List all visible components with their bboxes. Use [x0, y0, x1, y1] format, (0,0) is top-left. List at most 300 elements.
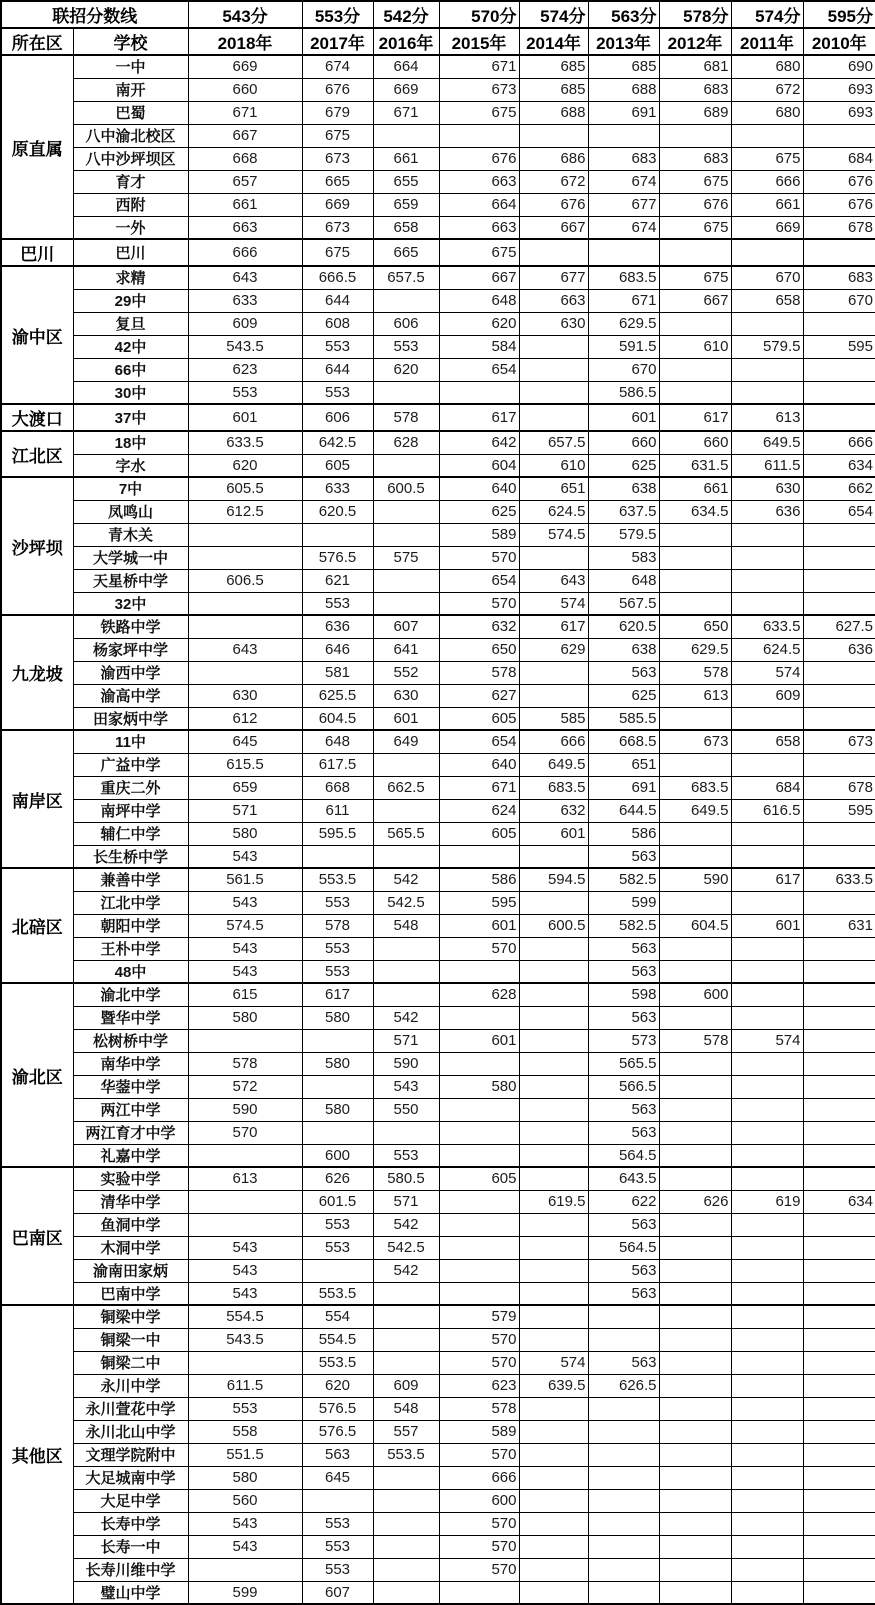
- score-cell: [731, 1052, 803, 1075]
- score-cell: 668.5: [588, 730, 659, 753]
- score-cell: [803, 1305, 875, 1328]
- score-cell: [659, 546, 731, 569]
- score-cell: [519, 1466, 588, 1489]
- region-cell: 巴南区: [1, 1167, 73, 1305]
- score-cell: 678: [803, 216, 875, 239]
- score-cell: 578: [659, 1029, 731, 1052]
- school-cell: 广益中学: [73, 753, 188, 776]
- score-cell: 669: [188, 55, 302, 78]
- score-cell: [659, 1282, 731, 1305]
- score-cell: [659, 592, 731, 615]
- score-cell: 612.5: [188, 500, 302, 523]
- score-cell: 672: [731, 78, 803, 101]
- region-cell: 九龙坡: [1, 615, 73, 730]
- score-cell: 582.5: [588, 914, 659, 937]
- score-cell: 570: [439, 1443, 519, 1466]
- score-cell: [373, 799, 439, 822]
- score-cell: 654: [439, 358, 519, 381]
- score-cell: 553: [302, 381, 373, 404]
- score-cell: [659, 1328, 731, 1351]
- score-cell: [731, 1351, 803, 1374]
- score-cell: 576.5: [302, 546, 373, 569]
- score-cell: [731, 1282, 803, 1305]
- score-cell: 599: [188, 1581, 302, 1604]
- region-cell: 渝中区: [1, 266, 73, 404]
- score-cell: 560: [188, 1489, 302, 1512]
- score-cell: 576.5: [302, 1397, 373, 1420]
- score-cell: 595.5: [302, 822, 373, 845]
- school-cell: 铜梁二中: [73, 1351, 188, 1374]
- table-row: [1, 1328, 875, 1351]
- score-cell: 586: [439, 868, 519, 891]
- school-cell: 巴川: [73, 239, 188, 266]
- score-cell: [659, 1374, 731, 1397]
- score-cell: [519, 1144, 588, 1167]
- score-cell: [803, 1259, 875, 1282]
- score-cell: 609: [188, 312, 302, 335]
- score-cell: 619.5: [519, 1190, 588, 1213]
- score-cell: 590: [373, 1052, 439, 1075]
- table-row: [1, 661, 875, 684]
- score-cell: [519, 358, 588, 381]
- score-cell: [188, 1029, 302, 1052]
- score-cell: [659, 1581, 731, 1604]
- score-cell: [731, 546, 803, 569]
- score-cell: 683: [659, 147, 731, 170]
- table-row: [1, 266, 875, 289]
- school-cell: 凤鸣山: [73, 500, 188, 523]
- score-cell: 683: [588, 147, 659, 170]
- region-cell: 渝北区: [1, 983, 73, 1167]
- table-row: [1, 1213, 875, 1236]
- score-cell: [659, 845, 731, 868]
- score-cell: [519, 1098, 588, 1121]
- score-cell: 578: [439, 661, 519, 684]
- table-row: [1, 569, 875, 592]
- score-cell: 606: [302, 404, 373, 431]
- score-cell: 595: [803, 335, 875, 358]
- score-cell: 617: [519, 615, 588, 638]
- score-cell: [439, 381, 519, 404]
- score-cell: 673: [803, 730, 875, 753]
- score-cell: 564.5: [588, 1144, 659, 1167]
- score-cell: [588, 1489, 659, 1512]
- score-cell: 572: [188, 1075, 302, 1098]
- table-row: [1, 891, 875, 914]
- school-cell: 巴蜀: [73, 101, 188, 124]
- score-cell: 638: [588, 638, 659, 661]
- score-line-header: 578分: [659, 1, 731, 28]
- score-cell: [731, 1075, 803, 1098]
- score-cell: 553: [302, 592, 373, 615]
- table-row: [1, 454, 875, 477]
- score-cell: [519, 1282, 588, 1305]
- school-cell: 字水: [73, 454, 188, 477]
- score-cell: [731, 1259, 803, 1282]
- score-cell: [803, 592, 875, 615]
- score-cell: [588, 1466, 659, 1489]
- score-cell: 644.5: [588, 799, 659, 822]
- table-row: [1, 147, 875, 170]
- school-cell: 18中: [73, 431, 188, 454]
- score-cell: 601: [588, 404, 659, 431]
- score-cell: [373, 569, 439, 592]
- table-row: [1, 707, 875, 730]
- school-cell: 重庆二外: [73, 776, 188, 799]
- score-cell: 625: [588, 684, 659, 707]
- score-cell: [519, 1443, 588, 1466]
- score-cell: 605: [439, 707, 519, 730]
- score-cell: 620: [439, 312, 519, 335]
- score-cell: 570: [439, 937, 519, 960]
- score-cell: [731, 358, 803, 381]
- school-column-header: 学校: [73, 28, 188, 55]
- score-cell: 667: [519, 216, 588, 239]
- table-row: [1, 216, 875, 239]
- score-cell: 630: [519, 312, 588, 335]
- score-cell: [659, 124, 731, 147]
- score-cell: [659, 1213, 731, 1236]
- school-cell: 南华中学: [73, 1052, 188, 1075]
- score-cell: [803, 1121, 875, 1144]
- score-cell: 630: [373, 684, 439, 707]
- score-cell: 651: [519, 477, 588, 500]
- region-cell: 大渡口: [1, 404, 73, 431]
- score-cell: 676: [803, 170, 875, 193]
- score-cell: [659, 822, 731, 845]
- score-cell: [439, 1144, 519, 1167]
- score-cell: 616.5: [731, 799, 803, 822]
- score-cell: [803, 1213, 875, 1236]
- score-cell: 677: [588, 193, 659, 216]
- score-cell: [803, 1466, 875, 1489]
- table-row: [1, 101, 875, 124]
- score-cell: [659, 960, 731, 983]
- score-cell: 584: [439, 335, 519, 358]
- score-cell: 629.5: [588, 312, 659, 335]
- score-cell: [731, 1006, 803, 1029]
- table-row: [1, 431, 875, 454]
- score-cell: 624.5: [731, 638, 803, 661]
- score-cell: [373, 289, 439, 312]
- score-cell: 604: [439, 454, 519, 477]
- score-cell: [731, 312, 803, 335]
- score-cell: [588, 1581, 659, 1604]
- score-cell: [803, 1282, 875, 1305]
- score-cell: [659, 358, 731, 381]
- score-cell: [659, 1052, 731, 1075]
- score-cell: [803, 1374, 875, 1397]
- table-row: [1, 1535, 875, 1558]
- score-cell: [519, 1121, 588, 1144]
- score-cell: [659, 1558, 731, 1581]
- score-cell: [803, 845, 875, 868]
- score-cell: 617: [731, 868, 803, 891]
- score-cell: [731, 822, 803, 845]
- score-cell: 661: [188, 193, 302, 216]
- score-cell: [519, 1075, 588, 1098]
- score-cell: 675: [659, 216, 731, 239]
- score-cell: 553: [373, 1144, 439, 1167]
- score-cell: 654: [439, 730, 519, 753]
- score-cell: 601: [188, 404, 302, 431]
- score-cell: 651: [588, 753, 659, 776]
- score-cell: 563: [588, 1006, 659, 1029]
- table-row: [1, 1029, 875, 1052]
- score-cell: [659, 1443, 731, 1466]
- score-cell: [803, 523, 875, 546]
- score-cell: 675: [302, 124, 373, 147]
- score-cell: 674: [302, 55, 373, 78]
- score-cell: [519, 1558, 588, 1581]
- score-cell: 663: [439, 216, 519, 239]
- score-cell: 679: [302, 101, 373, 124]
- score-cell: 563: [588, 1259, 659, 1282]
- score-cell: [373, 753, 439, 776]
- score-cell: 600.5: [519, 914, 588, 937]
- score-cell: 659: [188, 776, 302, 799]
- score-cell: 663: [188, 216, 302, 239]
- school-cell: 清华中学: [73, 1190, 188, 1213]
- score-cell: [803, 1098, 875, 1121]
- score-cell: 640: [439, 753, 519, 776]
- score-cell: 660: [659, 431, 731, 454]
- score-cell: 648: [588, 569, 659, 592]
- score-cell: 548: [373, 1397, 439, 1420]
- table-row: [1, 239, 875, 266]
- score-cell: 680: [731, 101, 803, 124]
- score-cell: [519, 983, 588, 1006]
- score-cell: [731, 1512, 803, 1535]
- score-cell: 574: [731, 661, 803, 684]
- score-cell: 650: [659, 615, 731, 638]
- score-cell: [731, 1443, 803, 1466]
- score-cell: [659, 707, 731, 730]
- score-cell: 580: [302, 1052, 373, 1075]
- score-cell: 600: [439, 1489, 519, 1512]
- school-cell: 文理学院附中: [73, 1443, 188, 1466]
- score-cell: 579.5: [588, 523, 659, 546]
- score-cell: [731, 1397, 803, 1420]
- score-cell: [519, 1305, 588, 1328]
- score-cell: [588, 1558, 659, 1581]
- score-cell: 553.5: [302, 868, 373, 891]
- score-cell: [188, 661, 302, 684]
- score-cell: 570: [439, 592, 519, 615]
- school-cell: 华蓥中学: [73, 1075, 188, 1098]
- score-cell: 565.5: [373, 822, 439, 845]
- score-cell: [803, 381, 875, 404]
- score-cell: 580: [188, 1466, 302, 1489]
- score-cell: 643.5: [588, 1167, 659, 1190]
- score-cell: 553.5: [373, 1443, 439, 1466]
- score-cell: 649.5: [731, 431, 803, 454]
- score-cell: 671: [588, 289, 659, 312]
- score-cell: [519, 1167, 588, 1190]
- score-cell: [373, 454, 439, 477]
- score-cell: [519, 1236, 588, 1259]
- score-cell: 570: [439, 546, 519, 569]
- score-cell: [373, 124, 439, 147]
- score-cell: 613: [188, 1167, 302, 1190]
- score-cell: [659, 523, 731, 546]
- score-cell: 636: [731, 500, 803, 523]
- score-cell: 636: [302, 615, 373, 638]
- score-cell: 693: [803, 78, 875, 101]
- score-cell: 690: [803, 55, 875, 78]
- table-row: [1, 1466, 875, 1489]
- score-cell: [803, 1581, 875, 1604]
- year-header: 2014年: [519, 28, 588, 55]
- table-row: [1, 335, 875, 358]
- table-row: [1, 55, 875, 78]
- score-cell: [803, 1489, 875, 1512]
- score-cell: 632: [439, 615, 519, 638]
- score-cell: 580: [302, 1006, 373, 1029]
- region-cell: 巴川: [1, 239, 73, 266]
- score-cell: [803, 1351, 875, 1374]
- score-cell: [373, 1351, 439, 1374]
- score-line-header: 543分: [188, 1, 302, 28]
- table-body: [1, 55, 875, 1604]
- school-cell: 30中: [73, 381, 188, 404]
- score-cell: 680: [731, 55, 803, 78]
- score-cell: 554.5: [302, 1328, 373, 1351]
- score-cell: 604.5: [659, 914, 731, 937]
- score-cell: 620.5: [588, 615, 659, 638]
- score-cell: 600: [659, 983, 731, 1006]
- score-cell: 582.5: [588, 868, 659, 891]
- score-cell: [519, 1052, 588, 1075]
- score-cell: 583: [588, 546, 659, 569]
- score-cell: [519, 1213, 588, 1236]
- score-cell: 676: [439, 147, 519, 170]
- score-cell: 636: [803, 638, 875, 661]
- score-cell: [188, 1213, 302, 1236]
- score-cell: 643: [188, 266, 302, 289]
- score-cell: 543: [188, 845, 302, 868]
- score-cell: 668: [302, 776, 373, 799]
- score-cell: 617: [439, 404, 519, 431]
- school-cell: 11中: [73, 730, 188, 753]
- table-row: [1, 960, 875, 983]
- score-cell: 594.5: [519, 868, 588, 891]
- score-cell: 666: [803, 431, 875, 454]
- score-cell: 601: [373, 707, 439, 730]
- table-row: [1, 799, 875, 822]
- score-cell: 625.5: [302, 684, 373, 707]
- score-cell: [659, 1121, 731, 1144]
- score-cell: 578: [188, 1052, 302, 1075]
- school-cell: 暨华中学: [73, 1006, 188, 1029]
- score-cell: 563: [588, 661, 659, 684]
- table-row: [1, 1397, 875, 1420]
- score-cell: [731, 960, 803, 983]
- score-cell: 607: [302, 1581, 373, 1604]
- score-cell: [731, 239, 803, 266]
- table-row: [1, 868, 875, 891]
- table-row: [1, 592, 875, 615]
- score-cell: [731, 1581, 803, 1604]
- table-row: [1, 753, 875, 776]
- school-cell: 渝高中学: [73, 684, 188, 707]
- score-cell: [519, 1006, 588, 1029]
- score-cell: 571: [373, 1029, 439, 1052]
- score-cell: 639.5: [519, 1374, 588, 1397]
- score-cell: 581: [302, 661, 373, 684]
- score-cell: [519, 1581, 588, 1604]
- score-cell: 580: [188, 1006, 302, 1029]
- school-cell: 66中: [73, 358, 188, 381]
- school-cell: 渝西中学: [73, 661, 188, 684]
- school-cell: 八中渝北校区: [73, 124, 188, 147]
- score-cell: [659, 1466, 731, 1489]
- school-cell: 育才: [73, 170, 188, 193]
- score-cell: [373, 1558, 439, 1581]
- score-cell: 649: [373, 730, 439, 753]
- table-row: [1, 1282, 875, 1305]
- score-cell: [731, 937, 803, 960]
- table-row: [1, 1144, 875, 1167]
- score-cell: [803, 983, 875, 1006]
- score-cell: 570: [188, 1121, 302, 1144]
- score-cell: [588, 1535, 659, 1558]
- school-cell: 巴南中学: [73, 1282, 188, 1305]
- score-cell: 542.5: [373, 891, 439, 914]
- score-cell: [731, 1098, 803, 1121]
- score-cell: [731, 1535, 803, 1558]
- score-cell: 574: [519, 1351, 588, 1374]
- score-cell: 669: [373, 78, 439, 101]
- score-cell: [803, 404, 875, 431]
- score-cell: 676: [659, 193, 731, 216]
- score-cell: 627: [439, 684, 519, 707]
- school-cell: 大足城南中学: [73, 1466, 188, 1489]
- score-cell: 672: [519, 170, 588, 193]
- score-cell: 566.5: [588, 1075, 659, 1098]
- region-column-header: 所在区: [1, 28, 73, 55]
- school-cell: 辅仁中学: [73, 822, 188, 845]
- score-cell: [188, 592, 302, 615]
- score-cell: 628: [439, 983, 519, 1006]
- score-cell: 604.5: [302, 707, 373, 730]
- score-cell: 576.5: [302, 1420, 373, 1443]
- score-cell: 638: [588, 477, 659, 500]
- score-cell: [803, 1328, 875, 1351]
- region-cell: 沙坪坝: [1, 477, 73, 615]
- score-cell: 605: [439, 1167, 519, 1190]
- score-cell: 677: [519, 266, 588, 289]
- score-cell: 574: [519, 592, 588, 615]
- score-cell: 600: [302, 1144, 373, 1167]
- score-cell: 693: [803, 101, 875, 124]
- score-cell: [731, 1167, 803, 1190]
- score-cell: 553: [302, 1213, 373, 1236]
- score-cell: 589: [439, 523, 519, 546]
- school-cell: 鱼洞中学: [73, 1213, 188, 1236]
- score-cell: 570: [439, 1535, 519, 1558]
- score-cell: 675: [659, 170, 731, 193]
- school-cell: 29中: [73, 289, 188, 312]
- score-cell: 578: [302, 914, 373, 937]
- table-row: [1, 1121, 875, 1144]
- score-cell: [302, 523, 373, 546]
- score-cell: [373, 523, 439, 546]
- table-row: [1, 1052, 875, 1075]
- score-cell: 617: [659, 404, 731, 431]
- score-cell: 561.5: [188, 868, 302, 891]
- score-cell: [588, 1512, 659, 1535]
